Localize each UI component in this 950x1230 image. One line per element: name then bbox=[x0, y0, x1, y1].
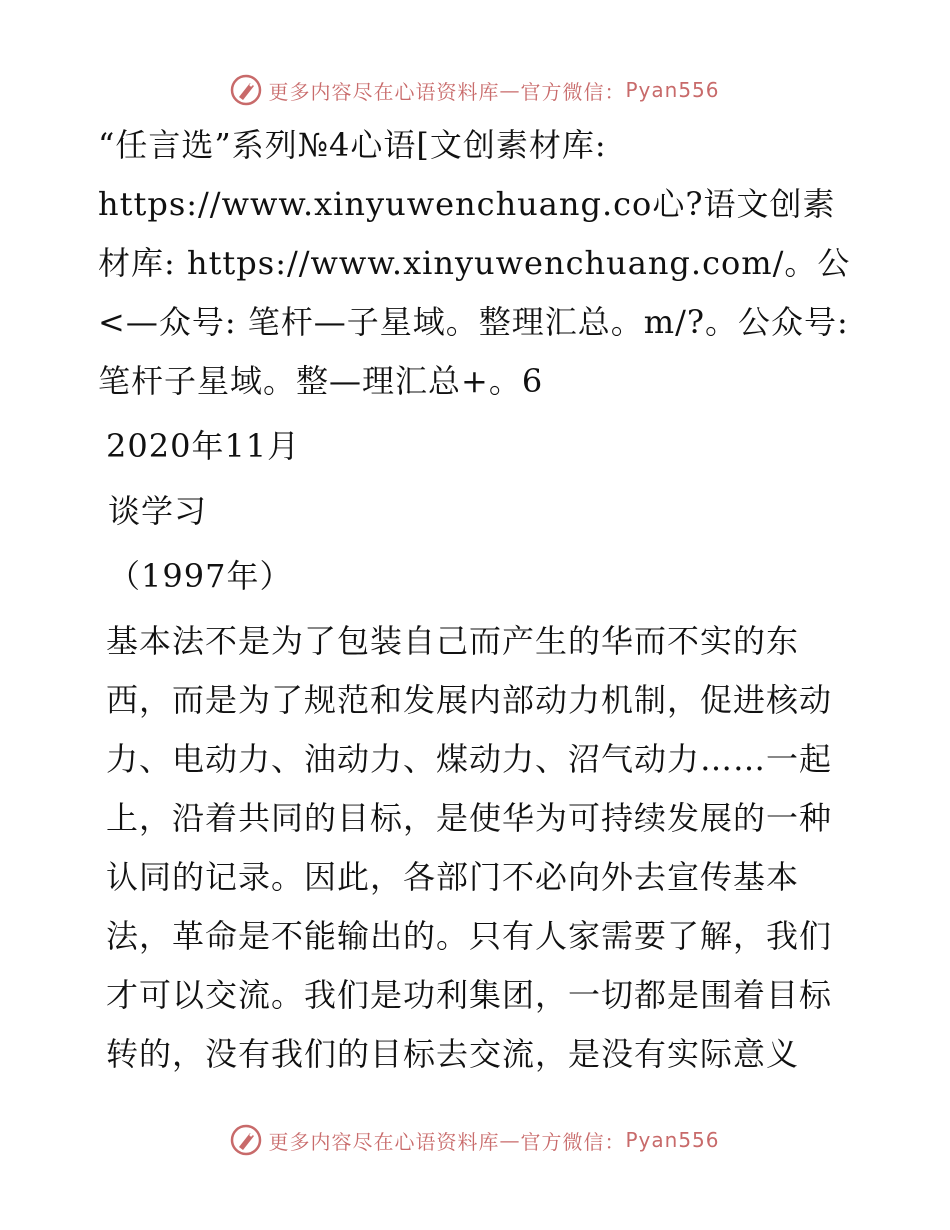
banner-wechat-id: Pyan556 bbox=[625, 1128, 720, 1152]
article-paragraph: 基本法不是为了包装自己而产生的华而不实的东西，而是为了规范和发展内部动力机制，促进核动力、电动力、油动力、煤动力、沼气动力……一起上，沿着共同的目标，是使华为可持续发展的一种认同的记录。因此，各部门不必向外去宣传基本法，革命是不能输出的。只有人家需要了解，我们才可以交流。我们是功利集团，一切都是围着目标转的，没有我们的目标去交流，是没有实际意义 bbox=[106, 622, 833, 1073]
document-date: 2020年11月 bbox=[106, 427, 301, 465]
banner-wechat-id: Pyan556 bbox=[625, 78, 720, 102]
top-watermark-banner bbox=[0, 70, 950, 110]
bottom-watermark-banner bbox=[0, 1120, 950, 1160]
banner-text: 更多内容尽在心语资料库 bbox=[268, 1129, 500, 1154]
document-header: “任言选”系列№4心语[文创素材库: https://www.xinyuwenchuang.co心?语文创素材库: https://www.xinyuwenchuang.com/。公<—众号: 笔杆—子星域。整理汇总。m/?。公众号: 笔杆子星域。整—理汇总+。6 bbox=[98, 126, 851, 400]
article-title: 谈学习 bbox=[108, 492, 208, 530]
pen-nib-logo-icon bbox=[230, 1124, 262, 1156]
banner-separator: — bbox=[499, 1128, 521, 1152]
banner-separator: — bbox=[499, 78, 521, 102]
pen-nib-logo-icon bbox=[230, 74, 262, 106]
banner-official-label: 官方微信： bbox=[520, 79, 626, 104]
document-body bbox=[98, 116, 858, 1084]
banner-official-label: 官方微信： bbox=[520, 1129, 626, 1154]
banner-text: 更多内容尽在心语资料库 bbox=[268, 79, 500, 104]
article-year: （1997年） bbox=[108, 557, 293, 595]
